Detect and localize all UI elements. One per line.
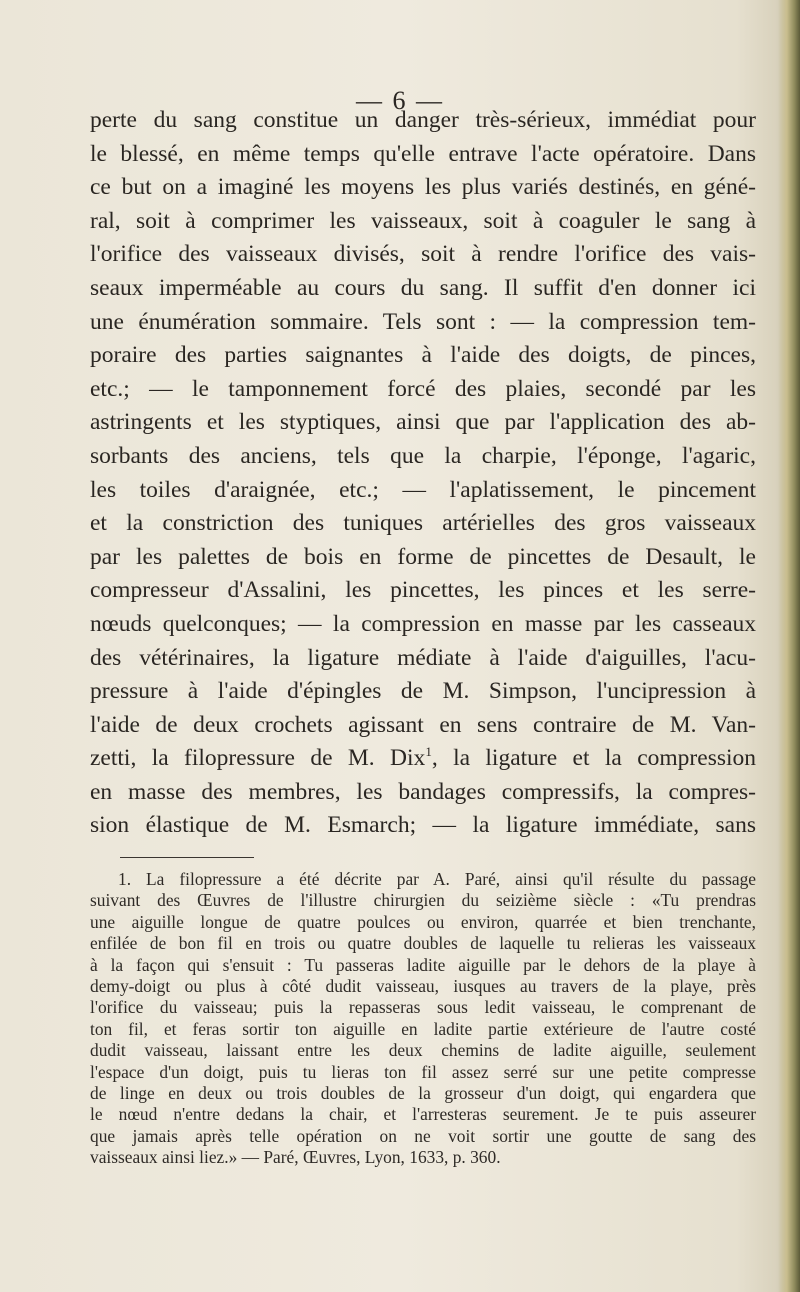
footnote-divider	[120, 857, 254, 858]
body-text	[90, 104, 756, 843]
body-line: perte du sang constitue un danger très-sérieux, immédiat pour	[90, 107, 756, 133]
body-line: et la constriction des tuniques artérielles des gros vaisseaux	[90, 510, 756, 537]
body-line: le blessé, en même temps qu'elle entrave l'acte opératoire. Dans	[90, 140, 756, 167]
body-line: poraire des parties saignantes à l'aide des doigts, de pinces,	[90, 342, 756, 369]
footnote-line: de linge en deux ou trois doubles de la grosseur d'un doigt, qui engardera que	[90, 1083, 756, 1104]
footnote-reference: 1	[425, 744, 432, 760]
body-line: compresseur d'Assalini, les pincettes, les pinces et les serre-	[90, 577, 756, 604]
footnote-line: demy-doigt ou plus à côté dudit vaisseau, iusques au travers de la playe, près	[90, 976, 756, 997]
footnote-line: vaisseaux ainsi liez.» — Paré, Œuvres, Lyon, 1633, p. 360.	[90, 1147, 501, 1168]
footnote-line: que jamais après telle opération on ne voit sortir une goutte de sang des	[90, 1125, 756, 1146]
footnote-line: enfilée de bon fil en trois ou quatre doubles de laquelle tu relieras les vaisseaux	[90, 933, 756, 954]
footnote-line: 1. La filopressure a été décrite par A. Paré, ainsi qu'il résulte du passage	[118, 869, 756, 889]
footnote	[90, 869, 756, 1169]
body-line: une énumération sommaire. Tels sont : — la compression tem-	[90, 308, 756, 335]
footnote-line: une aiguille longue de quatre poulces ou environ, quarrée et bien trenchante,	[90, 911, 756, 932]
footnote-line: l'espace d'un doigt, puis tu lieras ton fil assez serré sur une petite compresse	[90, 1061, 756, 1082]
footnote-line: à la façon qui s'ensuit : Tu passeras ladite aiguille par le dehors de la playe à	[90, 954, 756, 975]
body-line: ce but on a imaginé les moyens les plus variés destinés, en géné-	[90, 174, 756, 201]
body-line: par les palettes de bois en forme de pincettes de Desault, le	[90, 543, 756, 570]
body-line: des vétérinaires, la ligature médiate à l'aide d'aiguilles, l'acu-	[90, 644, 756, 671]
body-line: l'orifice des vaisseaux divisés, soit à rendre l'orifice des vais-	[90, 241, 756, 268]
body-line: en masse des membres, les bandages compressifs, la compres-	[90, 778, 756, 805]
footnote-line: l'orifice du vaisseau; puis la repasseras sous ledit vaisseau, le comprenant de	[90, 997, 756, 1018]
body-line: les toiles d'araignée, etc.; — l'aplatissement, le pincement	[90, 476, 756, 503]
body-line: pressure à l'aide d'épingles de M. Simpson, l'uncipression à	[90, 678, 756, 705]
body-line: l'aide de deux crochets agissant en sens contraire de M. Van-	[90, 711, 756, 738]
body-line-part: , la ligature et la compression	[431, 745, 757, 772]
page-edge	[778, 0, 800, 1292]
body-line: sorbants des anciens, tels que la charpie, l'éponge, l'agaric,	[90, 442, 756, 469]
footnote-line: dudit vaisseau, laissant entre les deux chemins de ladite aiguille, seulement	[90, 1040, 756, 1061]
body-line: etc.; — le tamponnement forcé des plaies, secondé par les	[90, 375, 756, 402]
body-line-with-footnote-ref	[90, 742, 756, 776]
body-line: sion élastique de M. Esmarch; — la ligature immédiate, sans	[90, 812, 756, 839]
body-line-part: zetti, la filopressure de M. Dix	[90, 745, 426, 772]
body-line: seaux imperméable au cours du sang. Il suffit d'en donner ici	[90, 274, 756, 301]
footnote-line: le nœud n'entre dedans la chair, et l'arresteras seurement. Je te puis asseurer	[90, 1104, 756, 1125]
footnote-line: ton fil, et feras sortir ton aiguille en ladite partie extérieure de l'autre costé	[90, 1018, 756, 1039]
footnote-line: suivant des Œuvres de l'illustre chirurgien du seizième siècle : «Tu prendras	[90, 890, 756, 911]
page-number: — 6 —	[356, 86, 444, 115]
body-line: astringents et les styptiques, ainsi que par l'application des ab-	[90, 409, 756, 436]
body-line: ral, soit à comprimer les vaisseaux, soit à coaguler le sang à	[90, 207, 756, 234]
body-line: nœuds quelconques; — la compression en masse par les casseaux	[90, 610, 756, 637]
